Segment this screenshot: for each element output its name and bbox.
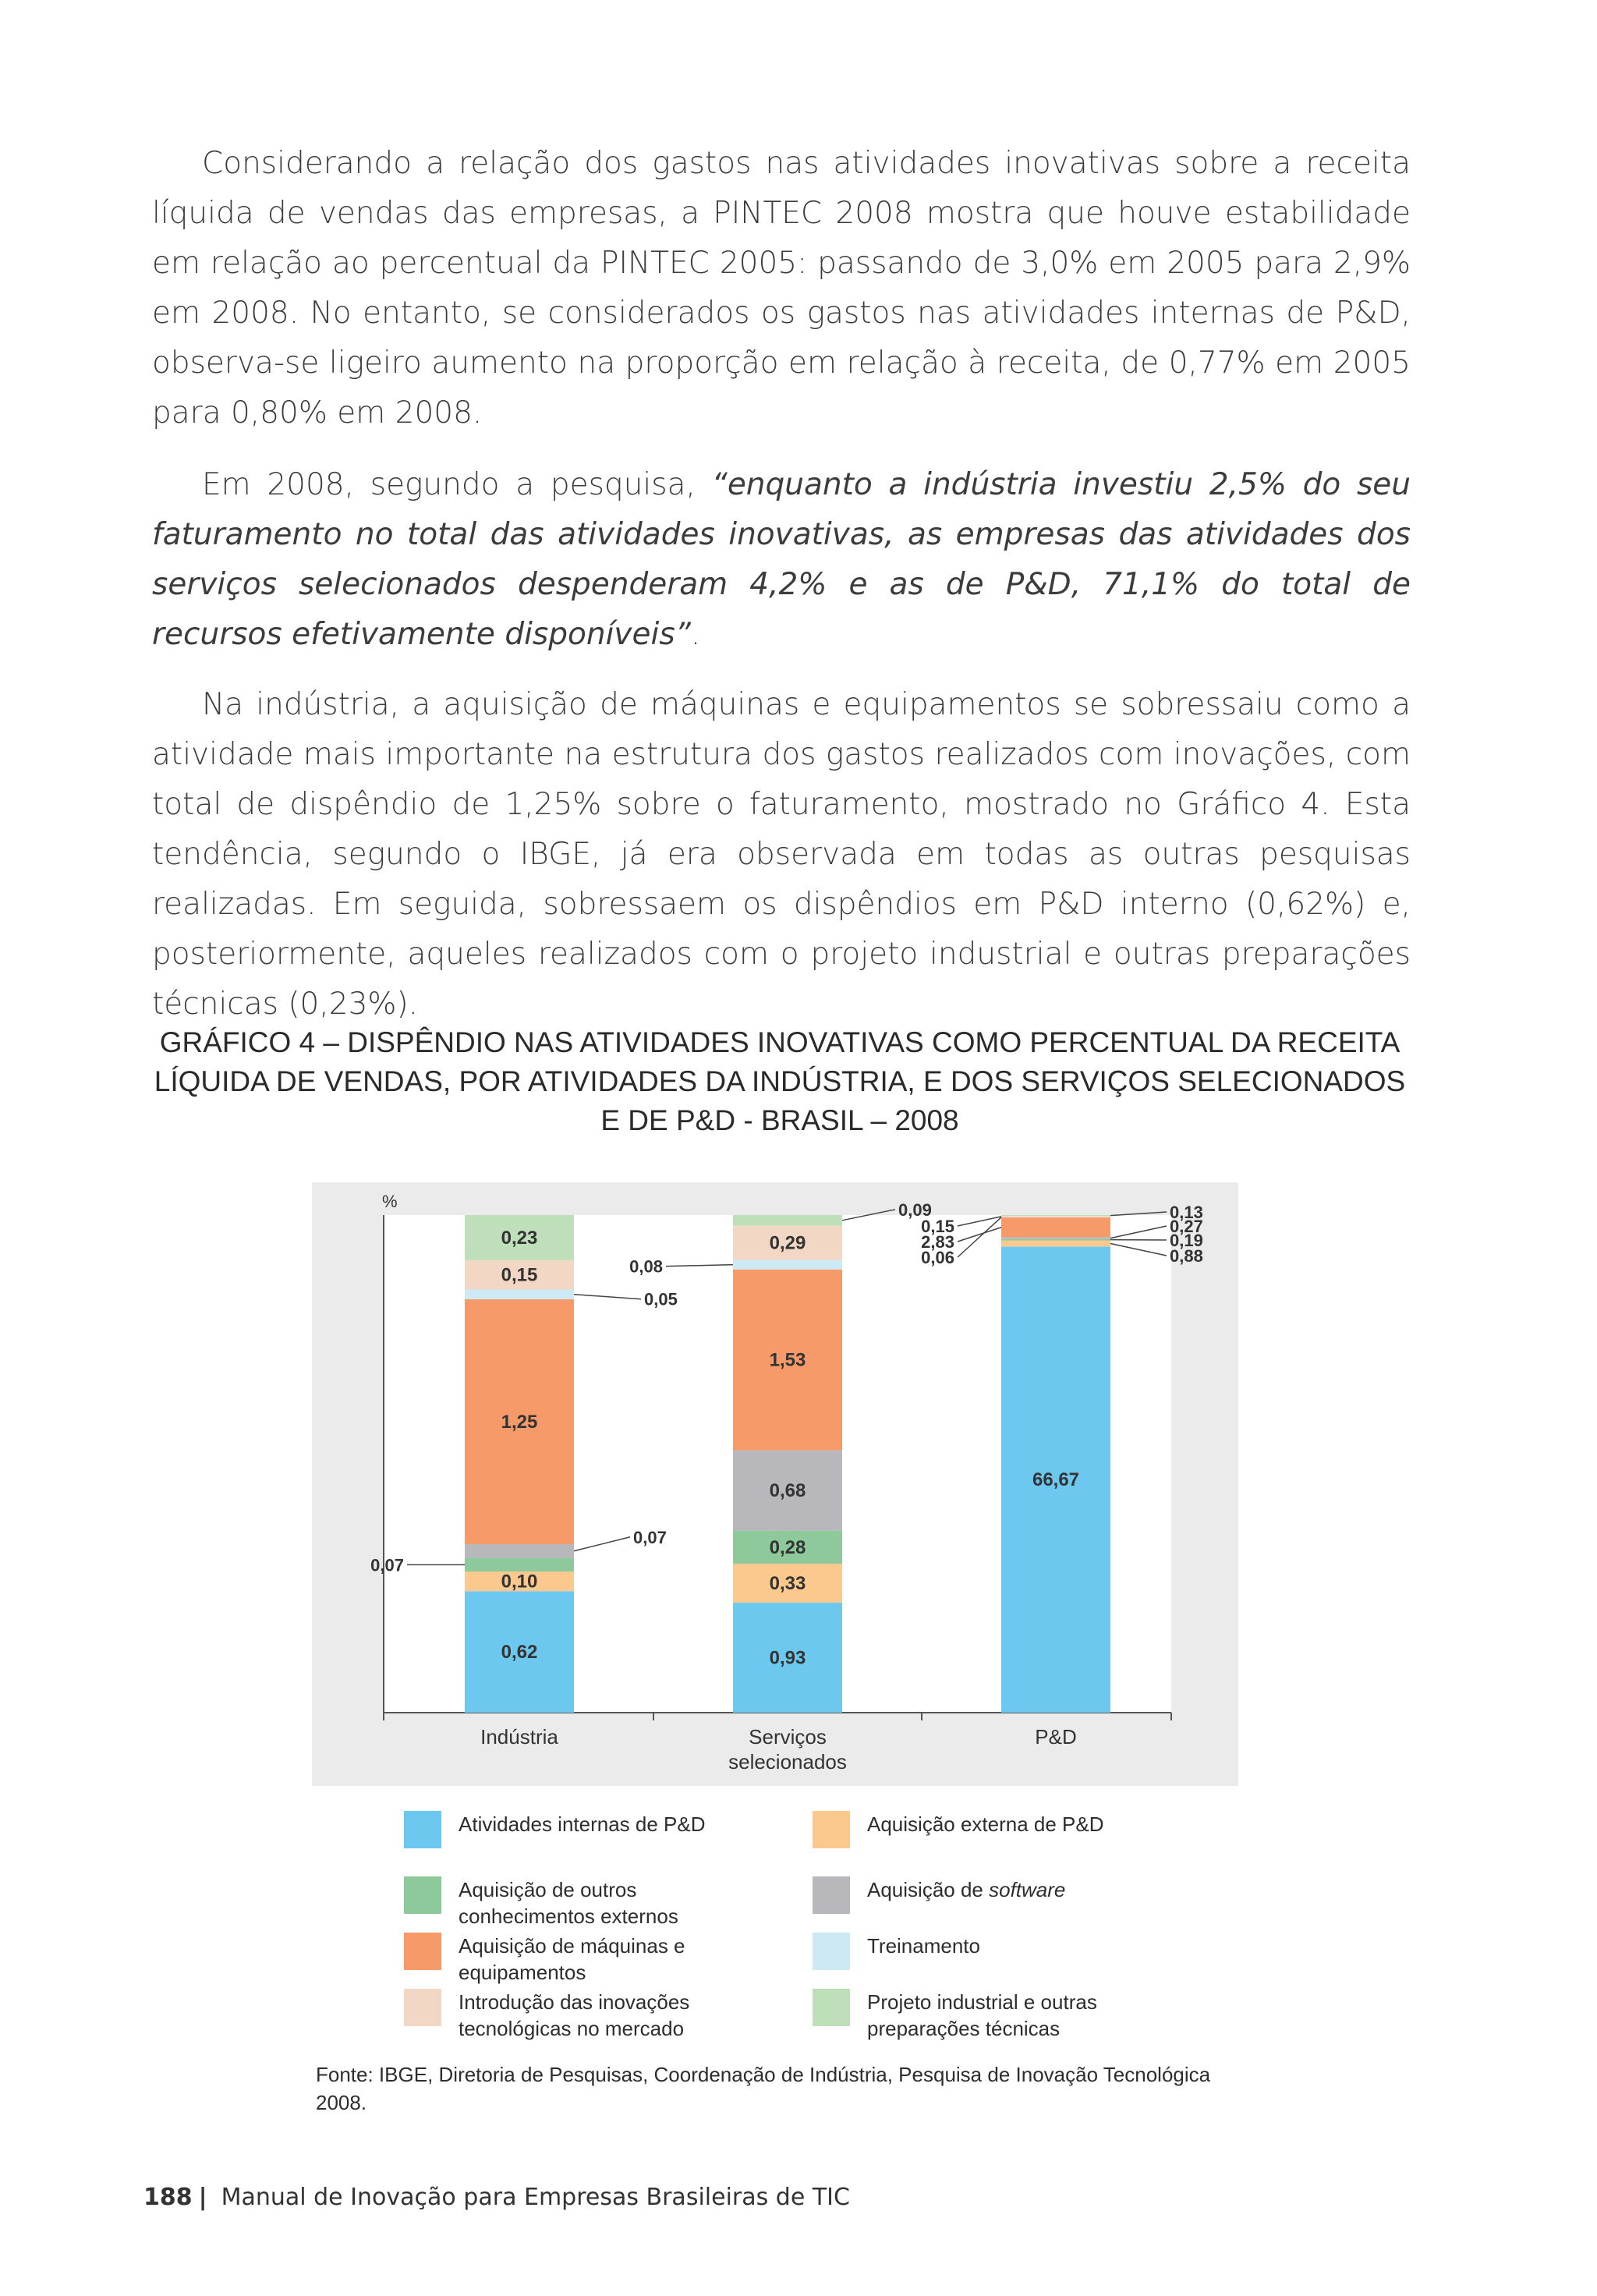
data-label: 0,93 [769, 1647, 806, 1669]
legend-item-software [813, 1876, 1163, 1914]
body-paragraph-2 [152, 460, 1411, 660]
bar-segment [1001, 1239, 1110, 1241]
legend-label: Atividades internas de P&D [459, 1812, 706, 1836]
x-category-label: Serviços [749, 1725, 827, 1749]
chart-title-line-3: E DE P&D - BRASIL – 2008 [600, 1104, 959, 1136]
x-category-label: selecionados [728, 1750, 847, 1773]
footer-separator: | [198, 2184, 207, 2211]
bar-segment [1001, 1217, 1110, 1237]
paragraph-2-start: Em 2008, segundo a pesquisa, [202, 467, 712, 502]
legend-swatch [813, 1933, 850, 1970]
bar-segment [1001, 1216, 1110, 1217]
data-label: 0,62 [501, 1642, 538, 1664]
legend-label: Projeto industrial e outras preparações técnicas [867, 1990, 1097, 2040]
data-label: 0,10 [501, 1571, 538, 1593]
x-category-label: Indústria [480, 1725, 558, 1749]
data-label: 0,28 [769, 1536, 806, 1558]
data-label: 0,19 [1170, 1231, 1203, 1250]
data-label: 0,29 [769, 1232, 806, 1254]
bar-segment [1001, 1217, 1110, 1218]
chart-legend [404, 1811, 1231, 2060]
legend-item-external-knowledge [404, 1876, 739, 1929]
bar-segment [1001, 1215, 1110, 1216]
data-label: 0,09 [898, 1199, 932, 1220]
data-label: 1,53 [769, 1349, 806, 1371]
data-label: 0,27 [1170, 1217, 1203, 1236]
legend-label: Introdução das inovações tecnológicas no mercado [459, 1990, 690, 2040]
legend-label: Aquisição de máquinas e equipamentos [459, 1934, 685, 1984]
legend-item-market-introduction [404, 1989, 739, 2042]
legend-label-software-pre: Aquisição de [867, 1878, 990, 1901]
chart-source-note: Fonte: IBGE, Diretoria de Pesquisas, Coordenação de Indústria, Pesquisa de Inovação Tecnológica 2008. [316, 2063, 1211, 2114]
data-label: 2,83 [921, 1232, 954, 1252]
data-label: 0,23 [501, 1227, 538, 1249]
legend-label: Aquisição externa de P&D [867, 1812, 1104, 1836]
data-label: 0,88 [1170, 1246, 1203, 1266]
legend-swatch [813, 1811, 850, 1848]
body-paragraph-3: Na indústria, a aquisição de máquinas e equipamentos se sobressaiu como a atividade mais importante na estrutura dos gastos realizados com inovações, com total de dispêndio de 1,25% sobre o faturamento, mostrado no Gráfico 4. Esta tendência, segundo o IBGE, já era observada em todas as outras pesquisas realizadas. Em seguida, sobressaem os dispêndios em P&D interno (0,62%) e, posteriormente, aqueles realizados com o projeto industrial e outras preparações técnicas (0,23%). [152, 687, 1411, 1022]
legend-swatch [404, 1989, 441, 2026]
body-paragraph-1: Considerando a relação dos gastos nas atividades inovativas sobre a receita líquida de vendas das empresas, a PINTEC 2008 mostra que houve estabilidade em relação ao percentual da PINTEC 2005: passando de 3,0% em 2005 para 2,9% em 2008. No entanto, se considerados os gastos nas atividades internas de P&D, observa-se ligeiro aumento na proporção em relação à receita, de 0,77% em 2005 para 0,80% em 2008. [152, 146, 1411, 430]
legend-item-training [813, 1933, 1163, 1970]
chart-title-line-1: GRÁFICO 4 – DISPÊNDIO NAS ATIVIDADES INOVATIVAS COMO PERCENTUAL DA RECEITA [159, 1026, 1400, 1058]
bar-segment [733, 1260, 842, 1270]
legend-label: Treinamento [867, 1934, 980, 1958]
legend-swatch [404, 1811, 441, 1848]
bar-segment [1001, 1241, 1110, 1247]
data-label: 0,13 [1170, 1203, 1203, 1222]
data-label: 0,06 [921, 1248, 954, 1267]
footer-title: Manual de Inovação para Empresas Brasileiras de TIC [221, 2184, 850, 2211]
page-footer [143, 2184, 850, 2211]
legend-label: Aquisição de outros conhecimentos externos [459, 1878, 678, 1928]
legend-swatch [404, 1933, 441, 1970]
data-label: 0,08 [629, 1256, 663, 1277]
legend-item-machinery [404, 1933, 716, 1986]
y-axis-unit-label: % [382, 1192, 398, 1211]
data-label: 1,25 [501, 1411, 538, 1433]
data-label: 0,33 [769, 1573, 806, 1595]
bar-segment [465, 1289, 574, 1299]
chart-title [140, 1023, 1419, 1140]
legend-item-internal-rd [404, 1811, 755, 1848]
data-label: 0,15 [501, 1264, 538, 1286]
legend-swatch [404, 1876, 441, 1914]
bar-segment [465, 1558, 574, 1572]
bar-segment [1001, 1237, 1110, 1238]
legend-label-software-em: software [989, 1878, 1066, 1901]
legend-swatch [813, 1876, 850, 1914]
data-label: 0,15 [921, 1217, 954, 1236]
data-label: 0,07 [633, 1527, 667, 1547]
bar-segment [465, 1544, 574, 1558]
chart-title-line-2: LÍQUIDA DE VENDAS, POR ATIVIDADES DA INDÚSTRIA, E DOS SERVIÇOS SELECIONADOS [154, 1065, 1406, 1097]
legend-swatch [813, 1989, 850, 2026]
legend-item-external-rd [813, 1811, 1163, 1848]
legend-item-industrial-project [813, 1989, 1148, 2042]
stacked-bar-chart [312, 1182, 1238, 1786]
paragraph-2-end: . [690, 617, 701, 652]
data-label: 0,07 [370, 1555, 404, 1575]
page-number: 188 [143, 2184, 193, 2211]
leader-line [1110, 1212, 1167, 1216]
data-label: 0,05 [644, 1289, 678, 1309]
x-category-label: P&D [1035, 1725, 1077, 1749]
paragraph-2-quote: “enquanto a indústria investiu 2,5% do seu faturamento no total das atividades inovativas, as empresas das atividades dos serviços selecionados despenderam 4,2% e as de P&D, 71,1% do total de recursos efetivamente disponíveis” [152, 467, 1411, 652]
data-label: 66,67 [1032, 1469, 1080, 1491]
bar-segment [733, 1215, 842, 1226]
chart-panel [312, 1182, 1238, 1786]
data-label: 0,68 [769, 1480, 806, 1502]
legend-label [867, 1876, 1163, 1903]
